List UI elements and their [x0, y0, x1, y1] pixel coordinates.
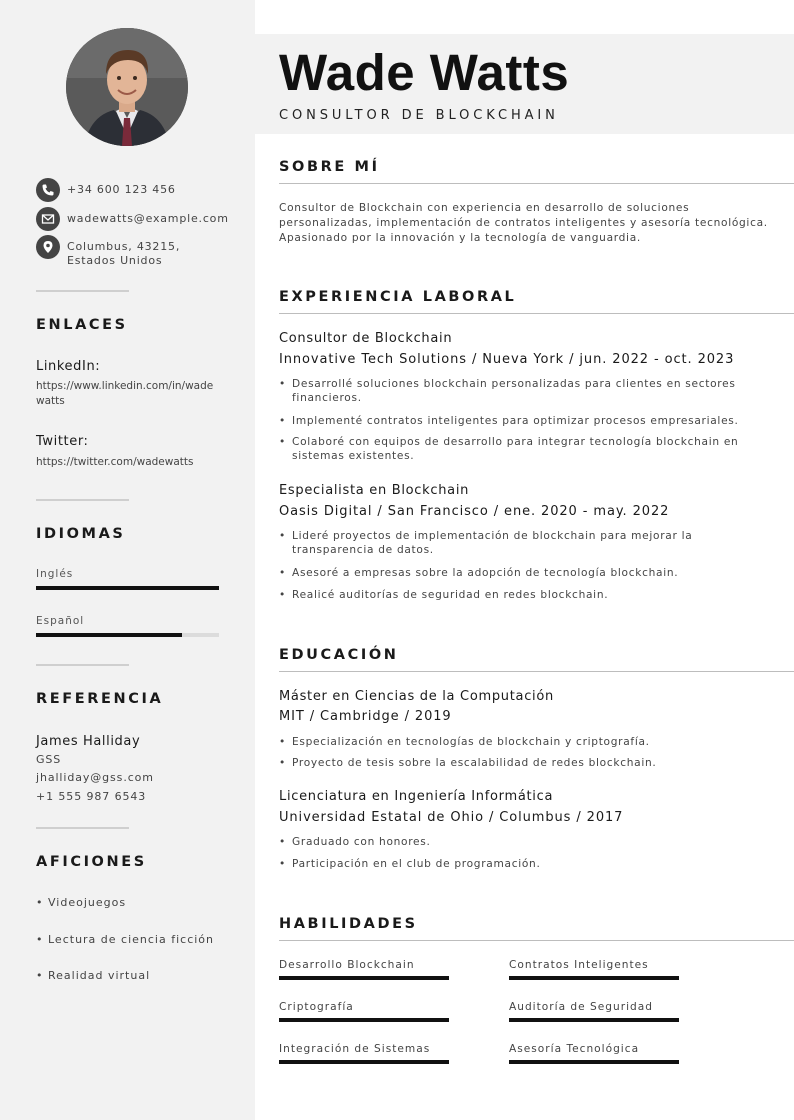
divider: [36, 499, 129, 501]
hobby-item: • Realidad virtual: [36, 969, 151, 982]
education-org: MIT / Cambridge / 2019: [279, 709, 452, 724]
skill-label: Criptografía: [279, 1001, 354, 1013]
links-heading: ENLACES: [36, 317, 128, 333]
skill-level-bar: [509, 1060, 679, 1064]
candidate-role: CONSULTOR DE BLOCKCHAIN: [279, 108, 559, 123]
job-bullet: • Colaboré con equipos de desarrollo para integrar tecnología blockchain en sistemas existentes.: [279, 435, 769, 463]
skill-level-bar: [509, 1018, 679, 1022]
skills-heading: HABILIDADES: [279, 916, 418, 932]
divider: [36, 827, 129, 829]
avatar: [66, 28, 188, 146]
candidate-name: Wade Watts: [279, 44, 570, 101]
skill-label: Asesoría Tecnológica: [509, 1043, 640, 1055]
hobby-label: Lectura de ciencia ficción: [48, 933, 215, 946]
language-level-bar: [36, 586, 219, 590]
job-bullet: • Realicé auditorías de seguridad en redes blockchain.: [279, 588, 769, 602]
skill-item: [279, 1001, 449, 1022]
email-icon: [36, 207, 60, 231]
hobby-item: • Lectura de ciencia ficción: [36, 933, 215, 946]
education-bullet: • Especialización en tecnologías de blockchain y criptografía.: [279, 735, 769, 749]
skill-item: [509, 959, 679, 980]
language-name: Español: [36, 615, 85, 627]
address-text: Columbus, 43215, Estados Unidos: [67, 240, 181, 267]
about-text: Consultor de Blockchain con experiencia en desarrollo de soluciones personalizadas, implementación de contratos inteligentes y asesoría tecnológica. Apasionado por la innovación y la tecnología de vanguardia.: [279, 202, 768, 244]
language-level-fill: [36, 586, 219, 590]
linkedin-label: LinkedIn:: [36, 359, 101, 374]
job-bullet: • Desarrollé soluciones blockchain personalizadas para clientes en sectores financieros.: [279, 377, 769, 405]
job-bullet: • Lideré proyectos de implementación de blockchain para mejorar la transparencia de datos.: [279, 529, 769, 557]
about-heading: SOBRE MÍ: [279, 159, 380, 175]
twitter-url[interactable]: https://twitter.com/wadewatts: [36, 456, 194, 468]
language-level-bar: [36, 633, 219, 637]
skill-level-bar: [279, 976, 449, 980]
reference-name: James Halliday: [36, 734, 141, 749]
job-org: Oasis Digital / San Francisco / ene. 2020 - may. 2022: [279, 504, 670, 519]
job-bullet: • Implementé contratos inteligentes para optimizar procesos empresariales.: [279, 414, 769, 428]
job-title: Consultor de Blockchain: [279, 331, 453, 346]
language-level-fill: [36, 633, 182, 637]
section-rule: [279, 313, 794, 314]
skill-item: [279, 959, 449, 980]
reference-heading: REFERENCIA: [36, 691, 164, 707]
skill-item: [509, 1043, 679, 1064]
education-title: Máster en Ciencias de la Computación: [279, 689, 554, 704]
skill-label: Desarrollo Blockchain: [279, 959, 415, 971]
sidebar: [0, 0, 255, 1120]
job-bullet: • Asesoré a empresas sobre la adopción de tecnología blockchain.: [279, 566, 769, 580]
section-rule: [279, 183, 794, 184]
skill-label: Auditoría de Seguridad: [509, 1001, 653, 1013]
contact-address: [36, 235, 227, 268]
reference-email: jhalliday@gss.com: [36, 771, 154, 784]
reference-phone: +1 555 987 6543: [36, 790, 147, 803]
skill-item: [279, 1043, 449, 1064]
phone-icon: [36, 178, 60, 202]
languages-heading: IDIOMAS: [36, 526, 126, 542]
skill-item: [509, 1001, 679, 1022]
education-bullet: • Participación en el club de programación.: [279, 857, 769, 871]
phone-text: +34 600 123 456: [67, 183, 176, 196]
hobby-item: • Videojuegos: [36, 896, 127, 909]
section-rule: [279, 940, 794, 941]
job-title: Especialista en Blockchain: [279, 483, 470, 498]
job-org: Innovative Tech Solutions / Nueva York / jun. 2022 - oct. 2023: [279, 352, 735, 367]
skill-level-bar: [279, 1060, 449, 1064]
experience-heading: EXPERIENCIA LABORAL: [279, 289, 517, 305]
divider: [36, 664, 129, 666]
hobby-label: Realidad virtual: [48, 969, 151, 982]
skill-label: Integración de Sistemas: [279, 1043, 431, 1055]
education-bullet: • Proyecto de tesis sobre la escalabilidad de redes blockchain.: [279, 756, 769, 770]
education-org: Universidad Estatal de Ohio / Columbus / 2017: [279, 810, 624, 825]
skill-label: Contratos Inteligentes: [509, 959, 649, 971]
skill-level-bar: [279, 1018, 449, 1022]
email-text: wadewatts@example.com: [67, 212, 229, 225]
reference-company: GSS: [36, 753, 62, 766]
education-title: Licenciatura en Ingeniería Informática: [279, 789, 554, 804]
linkedin-url[interactable]: https://www.linkedin.com/in/wadewatts: [36, 380, 214, 407]
skill-level-bar: [509, 976, 679, 980]
education-bullet: • Graduado con honores.: [279, 835, 769, 849]
hobbies-heading: AFICIONES: [36, 854, 147, 870]
twitter-label: Twitter:: [36, 434, 89, 449]
divider: [36, 290, 129, 292]
language-name: Inglés: [36, 568, 74, 580]
section-rule: [279, 671, 794, 672]
main-content: [255, 0, 794, 1120]
hobby-label: Videojuegos: [48, 896, 127, 909]
contact-phone: [36, 178, 227, 202]
location-pin-icon: [36, 235, 60, 259]
contact-email: [36, 207, 227, 231]
education-heading: EDUCACIÓN: [279, 647, 399, 663]
